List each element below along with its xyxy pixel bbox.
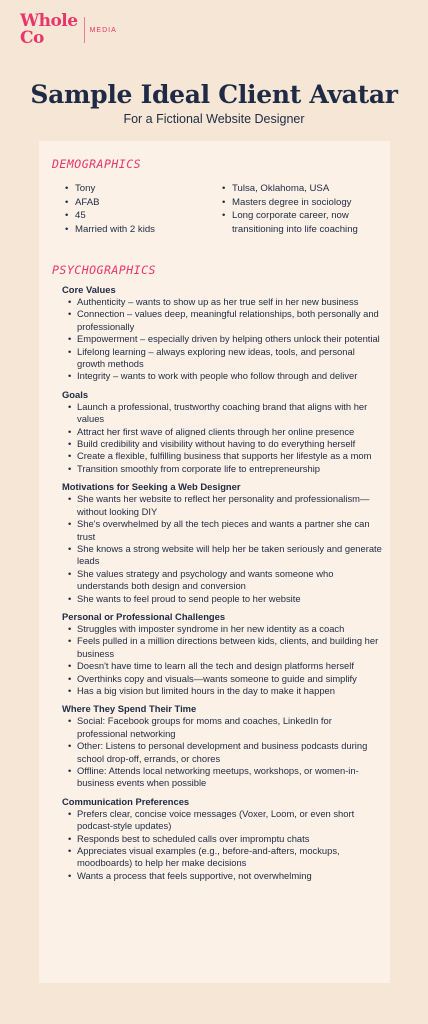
list-item: • Build credibility and visibility without having to do everything herself <box>66 438 382 450</box>
list-item: • She values strategy and psychology and wants someone who understands both design and conversion <box>66 568 382 593</box>
list-item: • Has a big vision but limited hours in the day to make it happen <box>66 685 382 697</box>
page-title: Sample Ideal Client Avatar <box>30 80 398 109</box>
logo-mark <box>20 13 78 47</box>
list-item: • Other: Listens to personal development and business podcasts during school drop-off, errands, or chores <box>66 740 382 765</box>
group-communication <box>62 796 382 882</box>
logo-divider <box>84 17 85 43</box>
group-core-values <box>62 284 382 383</box>
demographics-heading: DEMOGRAPHICS <box>52 157 142 171</box>
list-item: • Launch a professional, trustworthy coaching brand that aligns with her values <box>66 401 382 426</box>
list-item: • She knows a strong website will help her be taken seriously and generate leads <box>66 543 382 568</box>
logo-mark-line2: Co <box>20 28 44 48</box>
avatar-card <box>39 141 390 983</box>
page-subtitle: For a Fictional Website Designer <box>123 112 305 126</box>
list-item: • Wants a process that feels supportive, not overwhelming <box>66 870 382 882</box>
group-goals <box>62 389 382 475</box>
list-item: • Connection – values deep, meaningful relationships, both personally and professionally <box>66 308 382 333</box>
list-item: • Offline: Attends local networking meetups, workshops, or women-in-business events when possible <box>66 765 382 790</box>
psychographics-heading: PSYCHOGRAPHICS <box>52 263 156 277</box>
group-title: Motivations for Seeking a Web Designer <box>62 481 241 493</box>
list-item: • AFAB <box>63 196 213 210</box>
list-item: • Prefers clear, concise voice messages (Voxer, Loom, or even short podcast-style updates) <box>66 808 382 833</box>
group-title: Communication Preferences <box>62 795 190 807</box>
group-title: Personal or Professional Challenges <box>62 610 226 622</box>
list-item: • Responds best to scheduled calls over impromptu chats <box>66 833 382 845</box>
list-item: • She's overwhelmed by all the tech pieces and wants a partner she can trust <box>66 518 382 543</box>
list-item: • She wants to feel proud to send people to her website <box>66 593 382 605</box>
list-item: • Long corporate career, now transitioning into life coaching <box>220 209 385 236</box>
list-item: • Attract her first wave of aligned clients through her online presence <box>66 426 382 438</box>
demographics-list-left <box>63 182 213 236</box>
list-item: • Authenticity – wants to show up as her true self in her new business <box>66 296 382 308</box>
list-item: • Transition smoothly from corporate life to entrepreneurship <box>66 463 382 475</box>
group-title: Core Values <box>62 284 116 295</box>
list-item: • Feels pulled in a million directions between kids, clients, and building her business <box>66 635 382 660</box>
logo-media-label: MEDIA <box>89 26 117 34</box>
demographics-list-right <box>220 182 385 236</box>
list-item: • Overthinks copy and visuals—wants someone to guide and simplify <box>66 673 382 685</box>
list-item: • Tulsa, Oklahoma, USA <box>220 182 385 196</box>
list-item: • Masters degree in sociology <box>220 196 385 210</box>
list-item: • 45 <box>63 209 213 223</box>
list-item: • Appreciates visual examples (e.g., before-and-afters, mockups, moodboards) to help her make decisions <box>66 845 382 870</box>
list-item: • Create a flexible, fulfilling business that supports her lifestyle as a mom <box>66 450 382 462</box>
psychographics-content <box>62 284 382 882</box>
group-where-time <box>62 703 382 789</box>
list-item: • She wants her website to reflect her personality and professionalism—without looking DIY <box>66 493 382 518</box>
logo-mark-line1: Whole <box>20 11 78 31</box>
list-item: • Tony <box>63 182 213 196</box>
list-item: • Social: Facebook groups for moms and coaches, LinkedIn for professional networking <box>66 715 382 740</box>
group-title: Goals <box>62 388 89 400</box>
logo <box>20 13 117 47</box>
list-item: • Integrity – wants to work with people who follow through and deliver <box>66 370 382 382</box>
list-item: • Lifelong learning – always exploring new ideas, tools, and personal growth methods <box>66 346 382 371</box>
group-motivations <box>62 481 382 605</box>
list-item: • Doesn't have time to learn all the tech and design platforms herself <box>66 660 382 672</box>
list-item: • Empowerment – especially driven by helping others unlock their potential <box>66 333 382 345</box>
group-title: Where They Spend Their Time <box>62 703 197 715</box>
list-item: • Married with 2 kids <box>63 223 213 237</box>
list-item: • Struggles with imposter syndrome in her new identity as a coach <box>66 623 382 635</box>
group-challenges <box>62 611 382 697</box>
